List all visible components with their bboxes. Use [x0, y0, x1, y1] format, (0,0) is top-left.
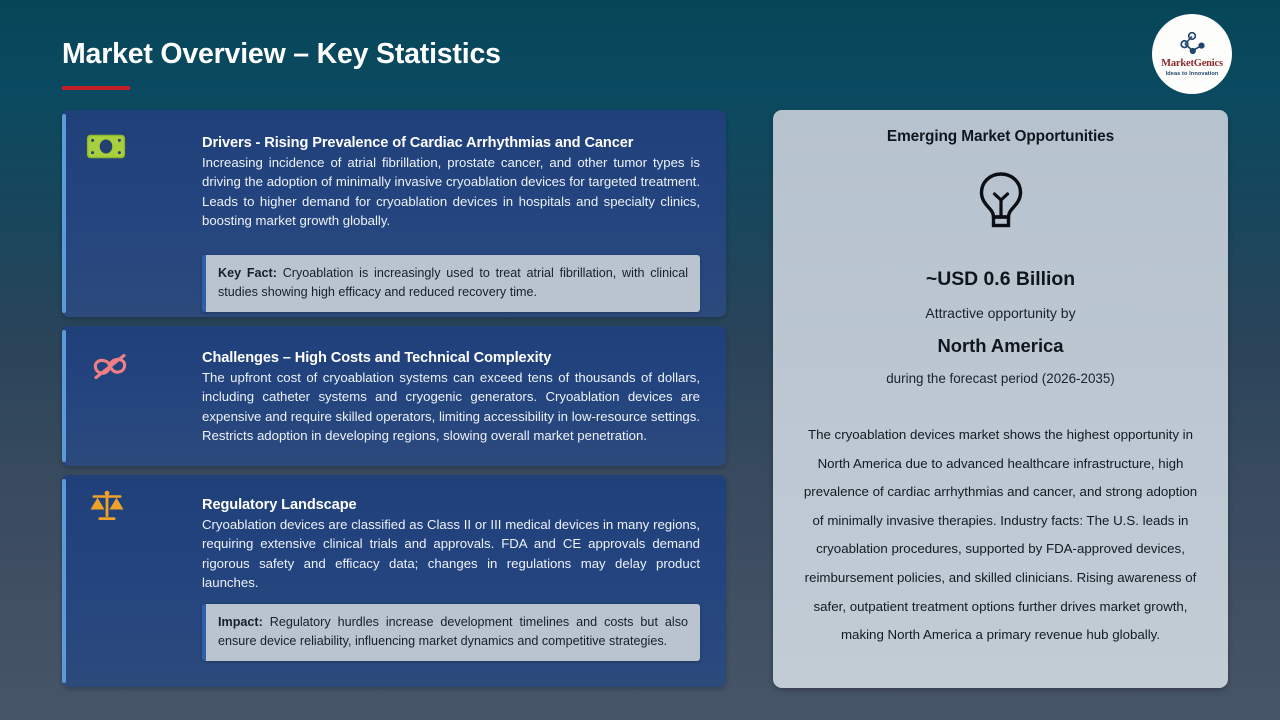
- card-title-challenges: Challenges – High Costs and Technical Complexity: [202, 350, 552, 366]
- market-value-figure: ~USD 0.6 Billion: [925, 268, 1076, 290]
- insights-column: [62, 110, 726, 687]
- node-graph-icon: [1177, 31, 1207, 57]
- key-fact-callout: [202, 255, 700, 312]
- card-text-drivers: Increasing incidence of atrial fibrillation, prostate cancer, and other tumor types is driving the adoption of minimally invasive cryoablation devices for targeted treatment. Leads to higher demand for cryoablation devices in hospitals and specialty clinics, boosting market growth globally.: [202, 155, 700, 228]
- opportunity-subtitle: Attractive opportunity by: [925, 305, 1076, 321]
- card-challenges: [62, 326, 726, 466]
- balance-scales-icon: [85, 484, 129, 528]
- slide-header: [0, 0, 1280, 100]
- card-text-challenges: The upfront cost of cryoablation systems can exceed tens of thousands of dollars, including catheter systems and cryogenic generators. Cryoablation devices are expensive and require skilled operators, limiting accessibility in low-resource settings. Restricts adoption in developing regions, slowing overall market penetration.: [202, 370, 700, 443]
- card-regulatory: [62, 475, 726, 687]
- card-title-drivers: Drivers - Rising Prevalence of Cardiac Arrhythmias and Cancer: [202, 135, 634, 151]
- opportunity-description: The cryoablation devices market shows the highest opportunity in North America due to advanced healthcare infrastructure, high prevalence of cardiac arrhythmias and cancer, and strong adoption of minimally invasive therapies. Industry facts: The U.S. leads in cryoablation procedures, supported by FDA-approved devices, reimbursement policies, and skilled clinicians. Rising awareness of safer, outpatient treatment options further drives market growth, making North America a primary revenue hub globally.: [803, 427, 1198, 643]
- impact-callout: [202, 604, 700, 661]
- forecast-period: during the forecast period (2026-2035): [886, 371, 1115, 386]
- lightbulb-icon: [973, 170, 1029, 232]
- opportunity-region: North America: [937, 335, 1064, 356]
- page-title: Market Overview – Key Statistics: [62, 38, 501, 70]
- card-drivers: [62, 110, 726, 317]
- impact-label: Impact:: [218, 615, 263, 629]
- brand-logo: [1152, 14, 1232, 94]
- key-fact-text: Cryoablation is increasingly used to treat atrial fibrillation, with clinical studies showing high efficacy and reduced recovery time.: [218, 266, 688, 299]
- money-banknote-icon: [84, 124, 128, 168]
- title-underline-accent: [62, 86, 130, 90]
- card-title-regulatory: Regulatory Landscape: [202, 497, 357, 513]
- logo-tagline: Ideas to Innovation: [1165, 70, 1219, 77]
- broken-link-icon: [88, 346, 132, 390]
- lightbulb-icon-wrap: [793, 170, 1208, 232]
- emerging-market-opportunities-panel: [773, 110, 1228, 688]
- key-fact-label: Key Fact:: [218, 266, 277, 280]
- panel-title: Emerging Market Opportunities: [886, 128, 1115, 145]
- logo-name: MarketGenics: [1161, 58, 1223, 70]
- impact-text: Regulatory hurdles increase development timelines and costs but also ensure device reliability, influencing market dynamics and competitive strategies.: [218, 615, 688, 648]
- card-text-regulatory: Cryoablation devices are classified as Class II or III medical devices in many regions, requiring extensive clinical trials and approvals. FDA and CE approvals demand rigorous safety and efficacy data; changes in regulations may delay product launches.: [202, 517, 700, 590]
